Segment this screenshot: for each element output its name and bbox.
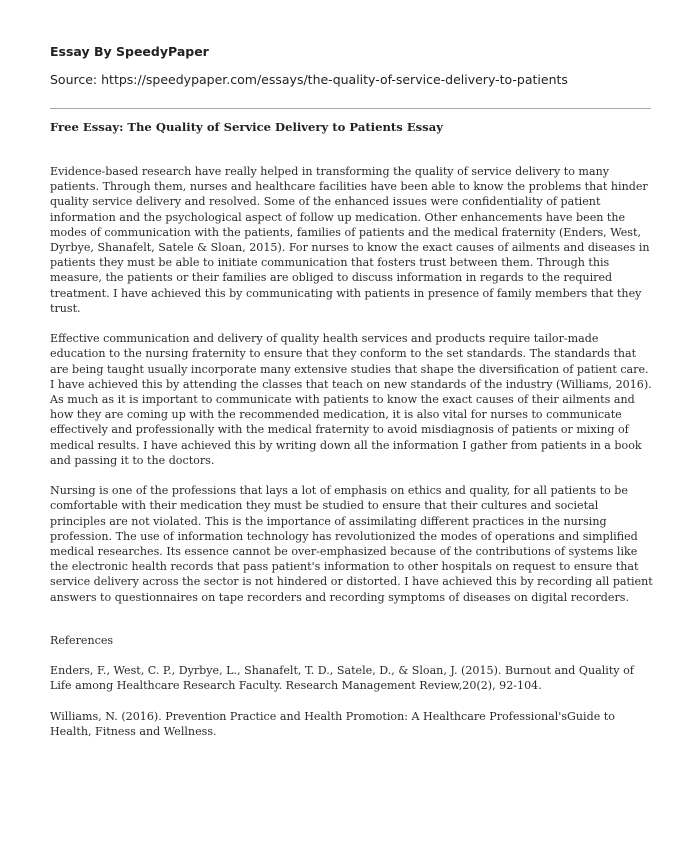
paragraph-1: Evidence-based research have really helped in transforming the quality of service delivery to many patients. Through them, nurses and healthcare facilities have been able to know the problems that hinder quality service delivery and resolved. Some of the enhanced issues were confidentiality of patient information and the psychological aspect of follow up medication. Other enhancements have been the modes of communication with the patients, families of patients and the medical fraternity (Enders, West, Dyrbye, Shanafelt, Satele & Sloan, 2015). For nurses to know the exact causes of ailments and diseases in patients they must be able to initiate communication that fosters trust between them. Through this measure, the patients or their families are obliged to discuss information in regards to the required treatment. I have achieved this by communicating with patients in presence of family members that they trust. (50, 165, 650, 315)
paragraph-3: Nursing is one of the professions that lays a lot of emphasis on ethics and quality, for all patients to be comfortable with their medication they must be studied to ensure that their cultures and societal principles are not violated. This is the importance of assimilating different practices in the nursing profession. The use of information technology has revolutionized the modes of operations and simplified medical researches. Its essence cannot be over-emphasized because of the contributions of systems like the electronic health records that pass patient's information to other hospitals on request to ensure that service delivery across the sector is not hindered or distorted. I have achieved this by recording all patient answers to questionnaires on tape recorders and recording symptoms of diseases on digital recorders. (50, 484, 653, 604)
essay-body (50, 164, 655, 754)
essay-by-heading: Essay By SpeedyPaper (50, 44, 209, 59)
source-line: Source: https://speedypaper.com/essays/the-quality-of-service-delivery-to-patients (50, 72, 568, 87)
essay-title: Free Essay: The Quality of Service Delivery to Patients Essay (50, 120, 443, 134)
references-heading: References (50, 633, 114, 647)
reference-2: Williams, N. (2016). Prevention Practice and Health Promotion: A Healthcare Professional'sGuide to Health, Fitness and Wellness. (50, 709, 615, 739)
paragraph-2: Effective communication and delivery of quality health services and products require tailor-made education to the nursing fraternity to ensure that they conform to the set standards. The standards that are being taught usually incorporate many extensive studies that shape the diversification of patient care. I have achieved this by attending the classes that teach on new standards of the industry (Williams, 2016). As much as it is important to communicate with patients to know the exact causes of their ailments and how they are coming up with the recommended medication, it is also vital for nurses to communicate effectively and professionally with the medical fraternity to avoid misdiagnosis of patients or mixing of medical results. I have achieved this by writing down all the information I gather from patients in a book and passing it to the doctors. (50, 332, 652, 467)
divider (50, 108, 651, 109)
reference-1: Enders, F., West, C. P., Dyrbye, L., Shanafelt, T. D., Satele, D., & Sloan, J. (2015). Burnout and Quality of Life among Healthcare Research Faculty. Research Management Review,20(2), 92-104. (50, 664, 634, 693)
